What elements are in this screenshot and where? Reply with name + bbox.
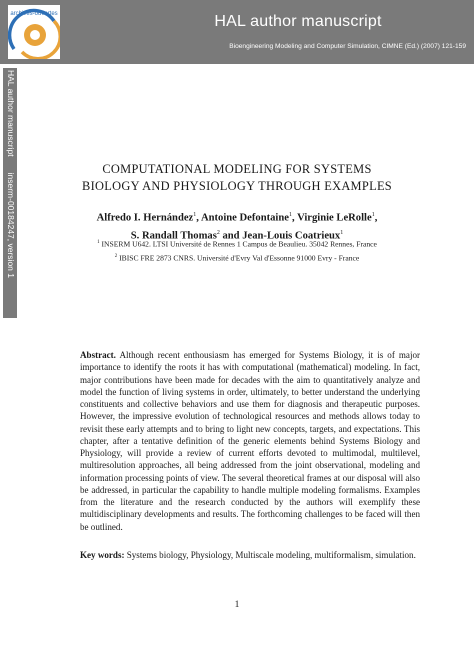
keywords-text: Systems biology, Physiology, Multiscale modeling, multiformalism, simulation. [126, 550, 416, 560]
author-line: Alfredo I. Hernández$^1$, Antoine Defontaine$^1$, Virginie LeRolle$^1$, [96, 212, 378, 224]
author-joiner: and [222, 230, 240, 242]
title-line: COMPUTATIONAL MODELING FOR SYSTEMS [102, 162, 372, 176]
abstract [80, 349, 420, 533]
author-affil-mark: 1 [193, 212, 197, 218]
author-name: Virginie LeRolle [297, 212, 372, 224]
author-name: Alfredo I. Hernández [96, 212, 194, 224]
side-stamp-label: HAL author manuscript [6, 70, 16, 157]
affiliations [40, 237, 434, 264]
title-line: BIOLOGY AND PHYSIOLOGY THROUGH EXAMPLES [82, 179, 392, 193]
hal-banner-title: HAL author manuscript [214, 13, 382, 30]
author-name: S. Randall Thomas [130, 230, 217, 242]
author-name: Antoine Defontaine [200, 212, 289, 224]
side-stamp-text [6, 70, 16, 278]
hal-banner [0, 0, 474, 64]
keywords-label: Key words: [80, 550, 125, 560]
author-affil-mark: 2 [216, 229, 220, 236]
author-name: Jean-Louis Coatrieux [242, 230, 341, 242]
paper-title [40, 161, 434, 195]
affiliation-line: $^1$ INSERM U642. LTSI Université de Rennes 1 Campus de Beaulieu. 35042 Rennes, France [97, 239, 377, 249]
side-stamp-id: inserm-00184247, version 1 [6, 172, 16, 278]
author-affil-mark: 1 [371, 212, 375, 218]
svg-text:archives-ouvertes: archives-ouvertes [10, 11, 58, 17]
keywords [80, 549, 420, 561]
author-affil-mark: 1 [288, 212, 292, 218]
abstract-label: Abstract. [80, 350, 116, 360]
abstract-text: Although recent enthousiasm has emerged for Systems Biology, it is of major importance to identify the roots it has with computational (mathematical) modeling. In fact, major contributions have been made for decades with the aim to quantitatively analyze and model the function of living systems in order, ultimately, to better understand the underlying constituents and collective behaviors and use them for diagnosis and therapeutic purposes. However, the impressive evolution of technological resources and methods allows today to revisit these early attempts and to bring to light new concepts, targets, and expectations. This chapter, after a tentative definition of the generic elements behind Systems Biology and Physiology, will provide a review of current efforts devoted to multimodal, multilevel, multiresolution approaches, all being addressed from the joint observational, modeling and information processing points of view. The several theoretical frames at our disposal will also be addressed, in particular the capability to handle multiple modeling formalisms. Examples from the literature and the research conducted by the authors will exemplify these multidisciplinary developments and results. The forthcoming challenges to be faced will then be outlined. [80, 350, 420, 532]
page-number: 1 [234, 600, 240, 610]
journal-citation: Bioengineering Modeling and Computer Simulation, CIMNE (Ed.) (2007) 121-159 [229, 43, 466, 50]
affiliation-line: $^2$ IBISC FRE 2873 CNRS. Université d'Evry Val d'Essonne 91000 Evry - France [114, 253, 360, 263]
author-affil-mark: 1 [340, 229, 344, 236]
hal-logo-icon [8, 5, 60, 59]
